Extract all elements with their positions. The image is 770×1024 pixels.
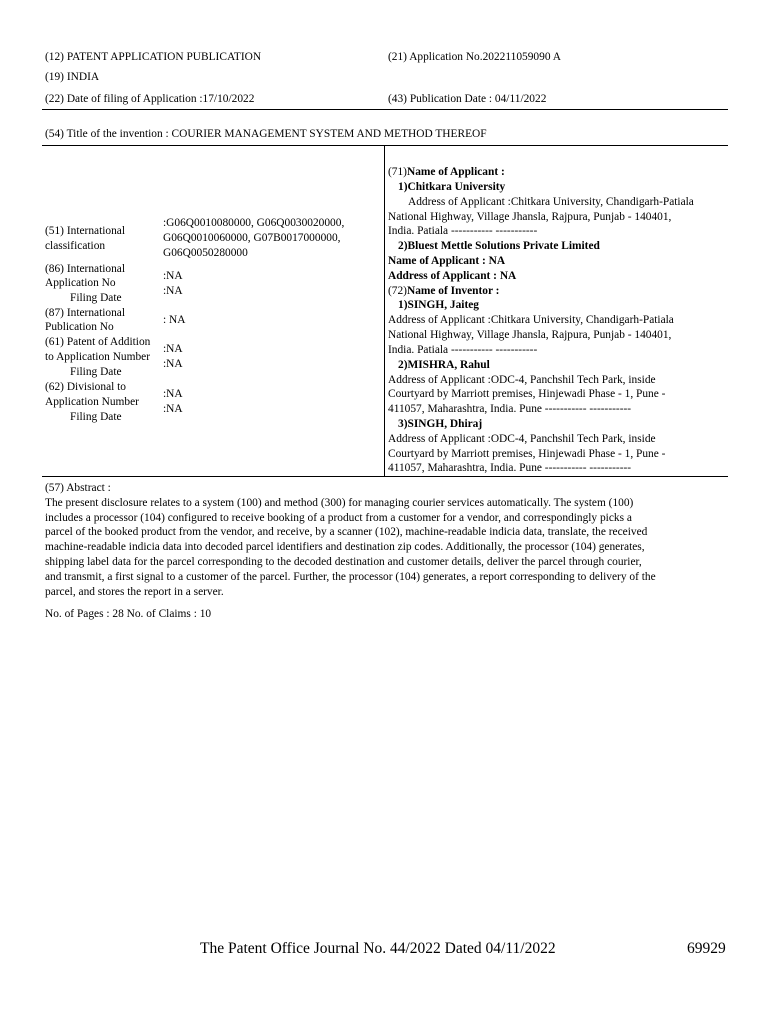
inventor-heading-text: Name of Inventor : bbox=[406, 285, 500, 297]
inventor-2-address: Courtyard by Marriott premises, Hinjewadi Phase - 1, Pune - bbox=[388, 388, 666, 400]
abstract-line: machine-readable indicia data into decoded parcel identifiers and destination zip codes. Additionally, the processor (104) generates, bbox=[45, 541, 645, 554]
table-bottom-divider bbox=[42, 476, 728, 477]
ipc-label: (51) International bbox=[45, 225, 126, 237]
page-number: 69929 bbox=[687, 940, 726, 957]
field-61-label: Filing Date bbox=[70, 366, 122, 378]
inventor-2-address: Address of Applicant :ODC-4, Panchshil Tech Park, inside bbox=[388, 374, 656, 386]
field-87-label: Publication No bbox=[45, 321, 114, 333]
inventor-1-address: India. Patiala ----------- ----------- bbox=[388, 344, 538, 356]
filing-date: (22) Date of filing of Application :17/10/2022 bbox=[45, 93, 255, 105]
field-61-value: :NA bbox=[163, 343, 183, 355]
column-divider bbox=[384, 145, 385, 476]
applicant-2-name-na: Name of Applicant : NA bbox=[388, 255, 506, 267]
abstract-line: shipping label data for the parcel corresponding to the decoded destination and customer details, deliver the parcel through courier, bbox=[45, 555, 642, 568]
country: (19) INDIA bbox=[45, 71, 100, 83]
abstract-line: includes a processor (104) configured to receive booking of a product from a customer for a vendor, and correspondingly picks a bbox=[45, 511, 632, 524]
applicant-1-address: National Highway, Village Jhansla, Rajpura, Punjab - 140401, bbox=[388, 211, 672, 223]
inventor-3-name: 3)SINGH, Dhiraj bbox=[398, 418, 483, 430]
abstract-line: and transmit, a first signal to a customer of the parcel. Further, the processor (104) generates, a report corresponding to delivery of the bbox=[45, 570, 656, 583]
field-62-label: (62) Divisional to bbox=[45, 381, 126, 393]
abstract-line: The present disclosure relates to a system (100) and method (300) for managing courier services automatically. The system (100) bbox=[45, 496, 634, 509]
field-86-value: :NA bbox=[163, 270, 183, 282]
applicant-1-name: 1)Chitkara University bbox=[398, 181, 506, 193]
field-62-value: :NA bbox=[163, 388, 183, 400]
applicant-heading-prefix: (71) bbox=[388, 166, 407, 178]
field-86-label: Application No bbox=[45, 277, 116, 289]
field-61-label: (61) Patent of Addition bbox=[45, 336, 151, 348]
title-divider bbox=[42, 145, 728, 146]
journal-footer: The Patent Office Journal No. 44/2022 Dated 04/11/2022 bbox=[200, 940, 556, 957]
ipc-value: G06Q0050280000 bbox=[163, 247, 248, 259]
applicant-2-name: 2)Bluest Mettle Solutions Private Limited bbox=[398, 240, 600, 252]
field-86-value: :NA bbox=[163, 285, 183, 297]
inventor-2-address: 411057, Maharashtra, India. Pune ----------- ----------- bbox=[388, 403, 632, 415]
abstract-section bbox=[45, 481, 735, 622]
ipc-label: classification bbox=[45, 240, 106, 252]
abstract-line: parcel, and stores the report in a server. bbox=[45, 585, 224, 598]
field-61-value: :NA bbox=[163, 358, 183, 370]
inventor-1-address: National Highway, Village Jhansla, Rajpura, Punjab - 140401, bbox=[388, 329, 672, 341]
inventor-3-address: Courtyard by Marriott premises, Hinjewadi Phase - 1, Pune - bbox=[388, 448, 666, 460]
applicant-2-address-na: Address of Applicant : NA bbox=[388, 270, 517, 282]
ipc-value: :G06Q0010080000, G06Q0030020000, bbox=[163, 217, 345, 229]
field-61-label: to Application Number bbox=[45, 351, 151, 363]
inventor-1-name: 1)SINGH, Jaiteg bbox=[398, 299, 479, 311]
applicant-1-address: Address of Applicant :Chitkara University, Chandigarh-Patiala bbox=[408, 196, 694, 208]
inventor-heading-prefix: (72) bbox=[388, 285, 407, 297]
field-62-label: Filing Date bbox=[70, 411, 122, 423]
field-86-label: (86) International bbox=[45, 263, 126, 275]
field-62-value: :NA bbox=[163, 403, 183, 415]
inventor-3-address: 411057, Maharashtra, India. Pune ----------- ----------- bbox=[388, 462, 632, 474]
application-number: (21) Application No.202211059090 A bbox=[388, 51, 561, 63]
inventor-heading bbox=[388, 284, 499, 299]
invention-title: (54) Title of the invention : COURIER MANAGEMENT SYSTEM AND METHOD THEREOF bbox=[45, 128, 487, 140]
applicant-heading bbox=[388, 165, 505, 180]
field-86-label: Filing Date bbox=[70, 292, 122, 304]
header-divider bbox=[42, 109, 728, 110]
abstract-line: parcel of the booked product from the vendor, and receive, by a scanner (102), machine-readable indicia data, translate, the received bbox=[45, 526, 648, 539]
publication-type: (12) PATENT APPLICATION PUBLICATION bbox=[45, 51, 262, 63]
applicant-heading-text: Name of Applicant : bbox=[406, 166, 505, 178]
field-87-value: : NA bbox=[163, 314, 186, 326]
abstract-heading: (57) Abstract : bbox=[45, 482, 111, 494]
inventor-3-address: Address of Applicant :ODC-4, Panchshil Tech Park, inside bbox=[388, 433, 656, 445]
applicant-1-address: India. Patiala ----------- ----------- bbox=[388, 225, 538, 237]
field-87-label: (87) International bbox=[45, 307, 126, 319]
inventor-2-name: 2)MISHRA, Rahul bbox=[398, 359, 490, 371]
pages-and-claims: No. of Pages : 28 No. of Claims : 10 bbox=[45, 608, 212, 621]
publication-date: (43) Publication Date : 04/11/2022 bbox=[388, 93, 547, 105]
ipc-value: G06Q0010060000, G07B0017000000, bbox=[163, 232, 341, 244]
inventor-1-address: Address of Applicant :Chitkara University, Chandigarh-Patiala bbox=[388, 314, 674, 326]
field-62-label: Application Number bbox=[45, 396, 139, 408]
